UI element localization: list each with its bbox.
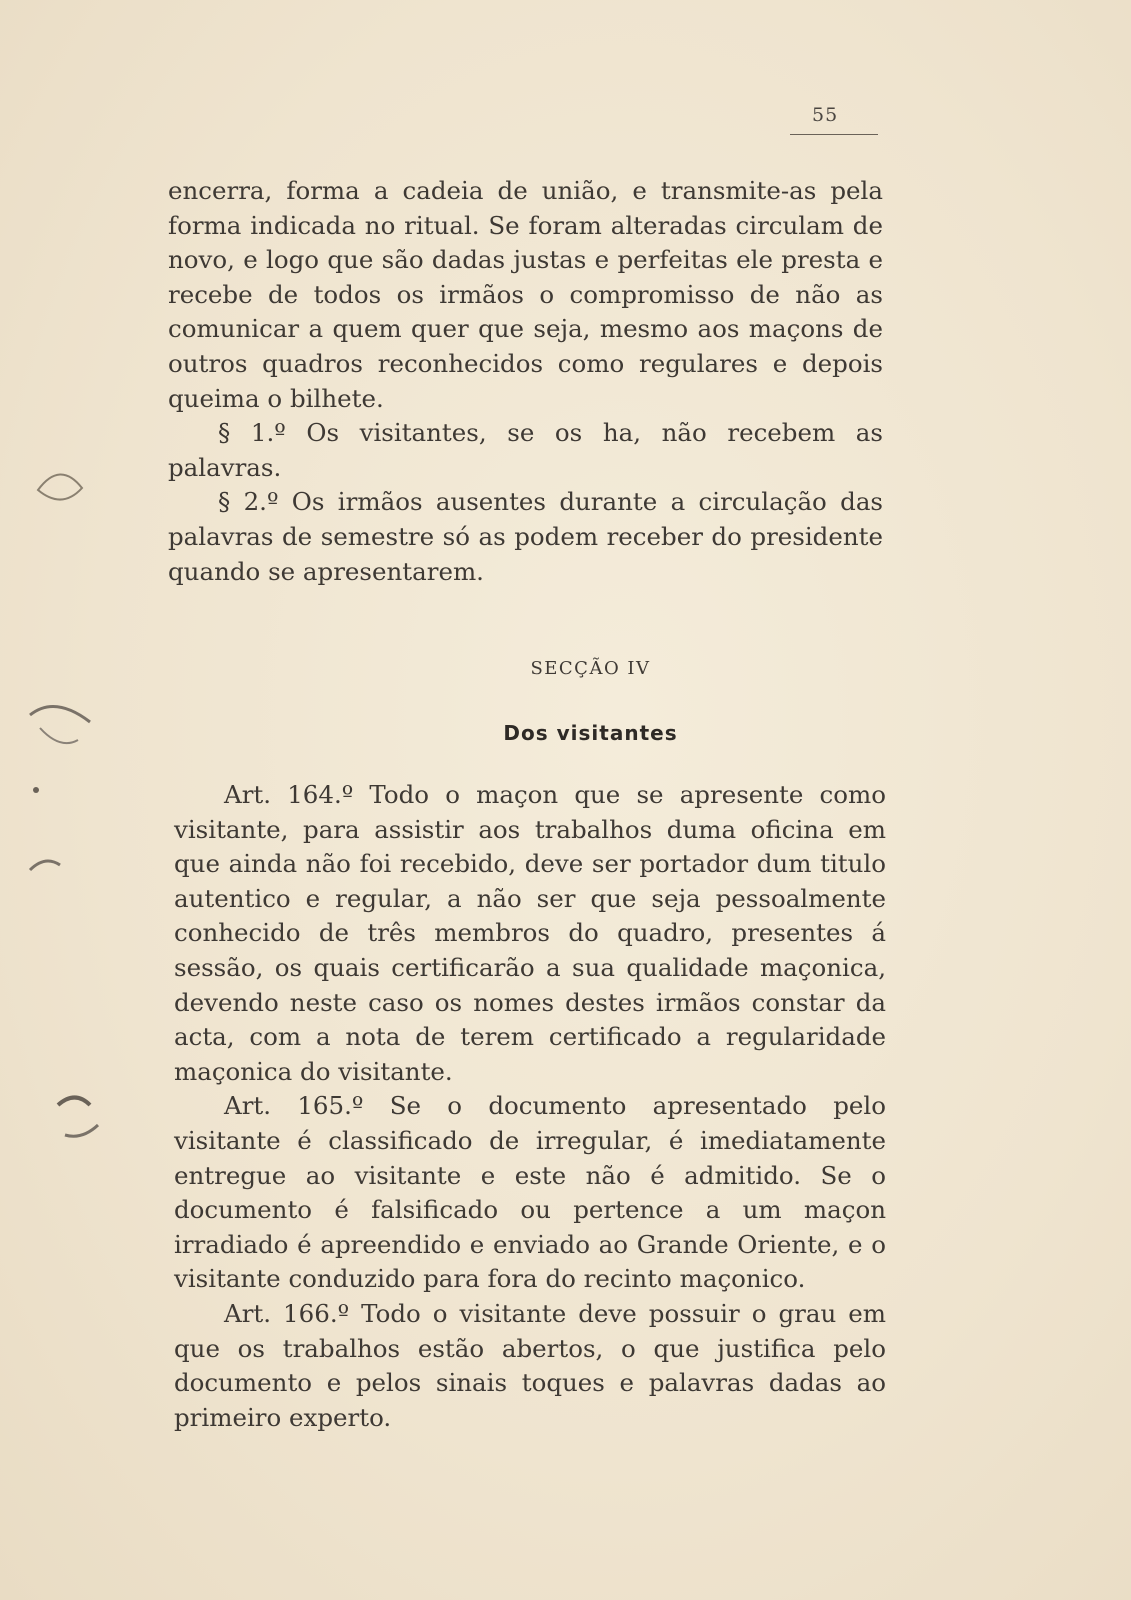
section-label: SECÇÃO IV bbox=[530, 658, 651, 679]
paragraph-union-chain: encerra, forma a cadeia de união, e transmite-as pela forma indicada no ritual. Se foram alteradas circulam de novo, e logo que são dadas justas e perfeitas ele presta e recebe de todos os irmãos o compromisso de não as comunicar a quem quer que seja, mesmo aos maçons de outros quadros reconhecidos como regulares e depois queima o bilhete. bbox=[168, 176, 883, 413]
article-166: Art. 166.º Todo o visitante deve possuir o grau em que os trabalhos estão abertos, o que justifica pelo documento e pelos sinais toques e palavras dadas ao primeiro experto. bbox=[174, 1298, 886, 1432]
articles-block bbox=[174, 778, 886, 1435]
paragraph-section-1: § 1.º Os visitantes, se os ha, não recebem as palavras. bbox=[168, 418, 883, 482]
article-165: Art. 165.º Se o documento apresentado pelo visitante é classificado de irregular, é imediatamente entregue ao visitante e este não é admitido. Se o documento é falsificado ou pertence a um maçon irradiado é apreendido e enviado ao Grande Oriente, e o visitante conduzido para fora do recinto maçonico. bbox=[174, 1091, 886, 1294]
text-before-section bbox=[168, 174, 883, 589]
article-164: Art. 164.º Todo o maçon que se apresente como visitante, para assistir aos trabalhos duma oficina em que ainda não foi recebido, deve ser portador dum titulo autentico e regular, a não ser que seja pessoalmente conhecido de três membros do quadro, presentes á sessão, os quais certificarão a sua qualidade maçonica, devendo neste caso os nomes destes irmãos constar da acta, com a nota de terem certificado a regularidade maçonica do visitante. bbox=[174, 780, 886, 1086]
section-title: Dos visitantes bbox=[503, 721, 678, 745]
paragraph-section-2: § 2.º Os irmãos ausentes durante a circulação das palavras de semestre só as podem receber do presidente quando se apresentarem. bbox=[168, 487, 883, 586]
header-rule bbox=[790, 134, 878, 135]
page-number: 55 bbox=[812, 104, 839, 126]
binding-holes-decoration bbox=[20, 460, 110, 1180]
